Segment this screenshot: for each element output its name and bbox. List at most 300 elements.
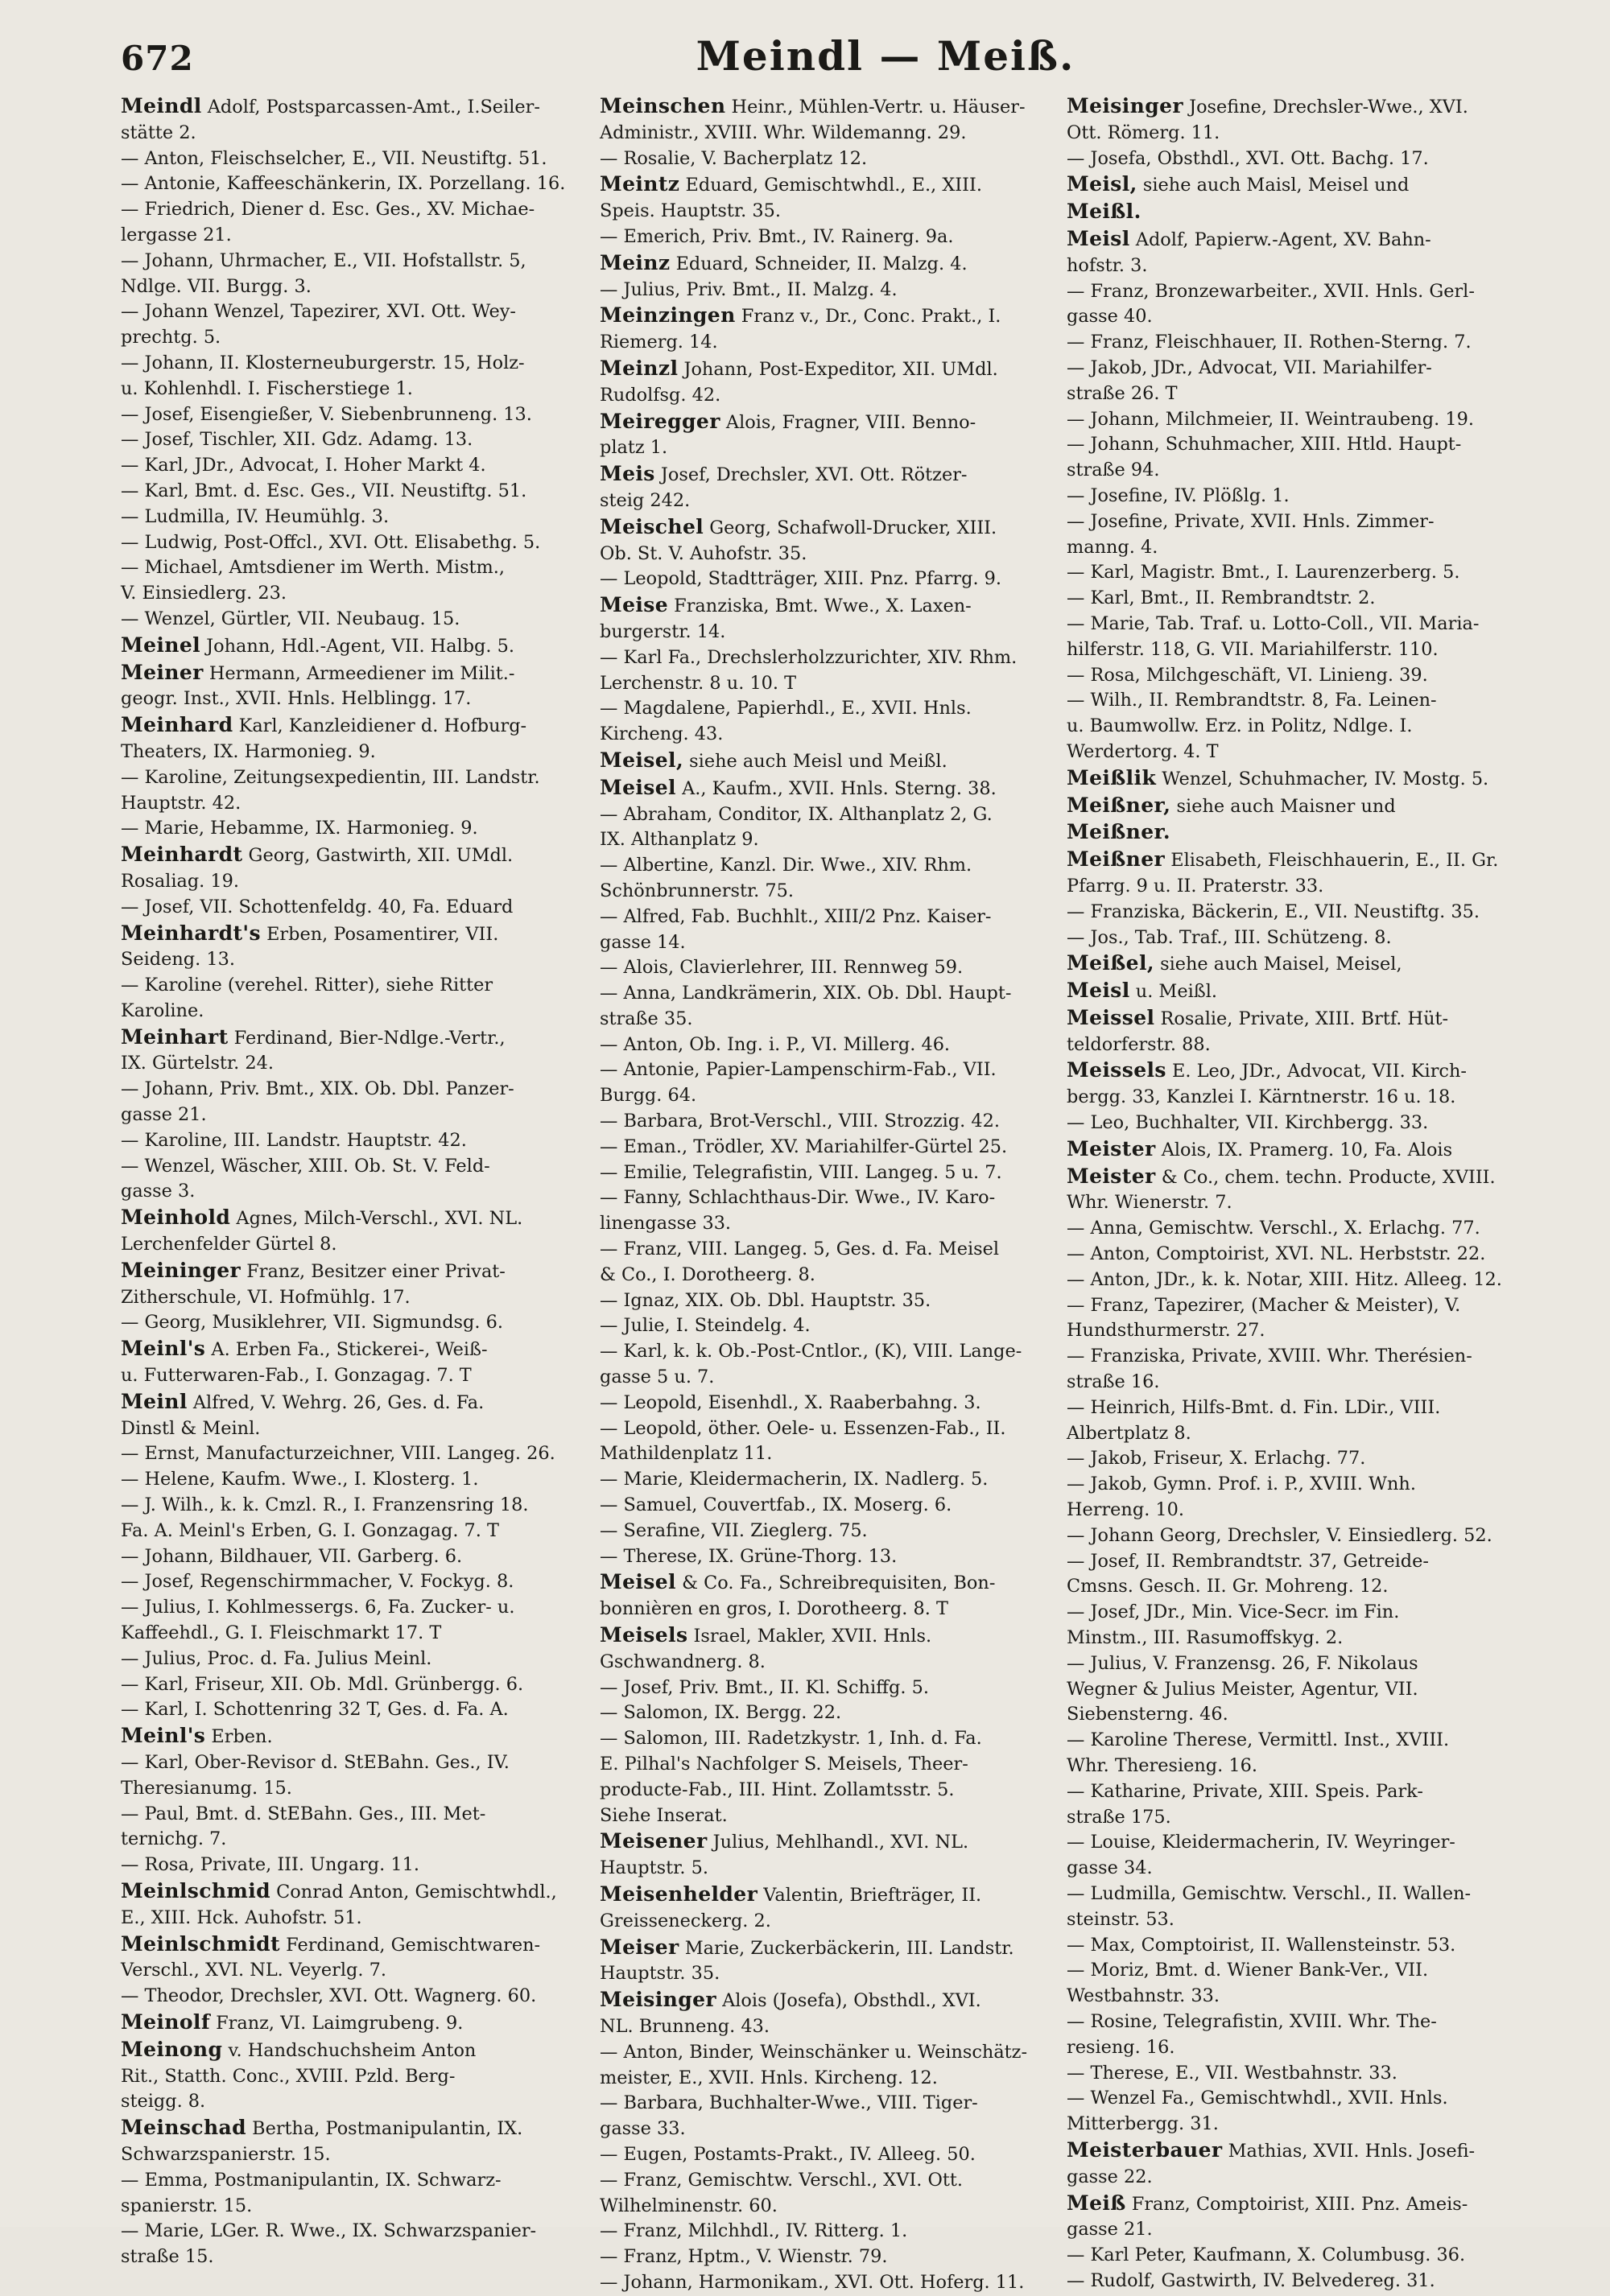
directory-line: prechtg. 5.	[121, 327, 221, 348]
directory-line: Karoline.	[121, 1000, 204, 1021]
entry-surname: Meinhold	[121, 1206, 231, 1230]
directory-line: u. Baumwollw. Erz. in Politz, Ndlge. I.	[1067, 715, 1413, 737]
entry-surname: Meisinger	[1067, 94, 1183, 117]
entry-surname: Meinlschmidt	[121, 1931, 281, 1956]
directory-line: — Max, Comptoirist, II. Wallensteinstr. 53.	[1067, 1934, 1456, 1956]
directory-line: straße 16.	[1067, 1371, 1160, 1393]
entry-surname: Meinl's	[121, 1724, 206, 1748]
directory-line: IX. Gürtelstr. 24.	[121, 1053, 275, 1074]
entry-surname: Meisinger	[600, 1988, 716, 2012]
directory-line: Minstm., III. Rasumoffskyg. 2.	[1067, 1627, 1344, 1649]
entry-surname: Meißner	[1067, 847, 1166, 872]
directory-line: — Emilie, Telegrafistin, VIII. Langeg. 5 u. 7.	[600, 1161, 1002, 1183]
directory-line: — Karl, JDr., Advocat, I. Hoher Markt 4.	[121, 455, 486, 476]
directory-line: straße 35.	[600, 1008, 693, 1029]
directory-line: — Julius, V. Franzensg. 26, F. Nikolaus	[1067, 1652, 1418, 1674]
entry-surname: Meinz	[600, 250, 671, 274]
directory-line: — Josefa, Obsthdl., XVI. Ott. Bachg. 17.	[1067, 147, 1429, 169]
directory-line: hofstr. 3.	[1067, 254, 1148, 276]
directory-line: — Marie, Hebamme, IX. Harmonieg. 9.	[121, 818, 478, 839]
directory-line: u. Futterwaren-Fab., I. Gonzagag. 7. T	[121, 1365, 472, 1387]
directory-line: — Julius, Priv. Bmt., II. Malzg. 4.	[600, 278, 898, 300]
directory-line: — Jakob, Friseur, X. Erlachg. 77.	[1067, 1448, 1366, 1470]
directory-line: Ob. St. V. Auhofstr. 35.	[600, 542, 807, 564]
directory-line: — Josef, Tischler, XII. Gdz. Adamg. 13.	[121, 429, 473, 451]
directory-line: — Karl, Bmt. d. Esc. Ges., VII. Neustiftg. 51.	[121, 480, 527, 501]
directory-line: — Wilh., II. Rembrandtstr. 8, Fa. Leinen-	[1067, 690, 1437, 711]
entry-surname: Meintz	[600, 172, 680, 196]
directory-line: steigg. 8.	[121, 2091, 206, 2113]
directory-line: — Louise, Kleidermacherin, IV. Weyringer-	[1067, 1832, 1455, 1853]
directory-line: — Josef, JDr., Min. Vice-Secr. im Fin.	[1067, 1601, 1400, 1623]
directory-line: — Rudolf, Gastwirth, IV. Belvedereg. 31.	[1067, 2269, 1435, 2291]
directory-line: — Ludmilla, Gemischtw. Verschl., II. Wallen-	[1067, 1882, 1472, 1904]
directory-line: — Salomon, IX. Bergg. 22.	[600, 1702, 842, 1724]
directory-line: stätte 2.	[121, 122, 196, 143]
directory-line: & Co., I. Dorotheerg. 8.	[600, 1263, 815, 1285]
directory-line: — Franz, VIII. Langeg. 5, Ges. d. Fa. Meisel	[600, 1239, 1000, 1260]
directory-line: Rosaliag. 19.	[121, 870, 240, 892]
directory-line: Fa. A. Meinl's Erben, G. I. Gonzagag. 7. T	[121, 1519, 499, 1541]
directory-line: — Franz, Milchhdl., IV. Ritterg. 1.	[600, 2220, 908, 2242]
entry-surname: Meisel	[600, 775, 676, 799]
directory-line: — Anton, Comptoirist, XVI. NL. Herbststr. 22.	[1067, 1243, 1486, 1265]
entry-surname: Meisel,	[600, 748, 684, 772]
directory-line: Schönbrunnerstr. 75.	[600, 880, 795, 901]
directory-line: gasse 34.	[1067, 1857, 1153, 1879]
entry-surname: Meissel	[1067, 1005, 1155, 1029]
directory-line: gasse 40.	[1067, 306, 1153, 328]
directory-line: — Julius, I. Kohlmessergs. 6, Fa. Zucker- u.	[121, 1597, 515, 1618]
directory-line: — Rosa, Private, III. Ungarg. 11.	[121, 1854, 419, 1876]
directory-line: Pfarrg. 9 u. II. Praterstr. 33.	[1067, 875, 1324, 897]
directory-line: — Karl Fa., Drechslerholzzurichter, XIV. Rhm.	[600, 646, 1018, 668]
directory-line: — Anton, JDr., k. k. Notar, XIII. Hitz. Alleeg. 12.	[1067, 1268, 1502, 1290]
entry-surname: Meisener	[600, 1829, 708, 1853]
entry-surname: Meister	[1067, 1136, 1156, 1160]
directory-line: Seideng. 13.	[121, 949, 235, 971]
directory-line: Meinhold Agnes, Milch-Verschl., XVI. NL.	[121, 1206, 523, 1230]
entry-surname: Meinl	[121, 1389, 188, 1413]
directory-line: Burgg. 64.	[600, 1085, 697, 1107]
directory-line: — Karl, Ober-Revisor d. StEBahn. Ges., IV.	[121, 1752, 510, 1773]
directory-line: Meinl Alfred, V. Wehrg. 26, Ges. d. Fa.	[121, 1389, 485, 1413]
directory-line: IX. Althanplatz 9.	[600, 829, 759, 851]
directory-line	[1067, 199, 1550, 226]
directory-line: meister, E., XVII. Hnls. Kircheng. 12.	[600, 2067, 938, 2088]
directory-line: — Josef, Eisengießer, V. Siebenbrunneng. 13.	[121, 403, 532, 425]
directory-line: steig 242.	[600, 489, 691, 511]
directory-line: — Ernst, Manufacturzeichner, VIII. Langeg. 26.	[121, 1443, 555, 1465]
directory-line: Meisl Adolf, Papierw.-Agent, XV. Bahn-	[1067, 226, 1431, 250]
directory-line: — Ludmilla, IV. Heumühlg. 3.	[121, 505, 390, 527]
directory-line: — Georg, Musiklehrer, VII. Sigmundsg. 6.	[121, 1312, 503, 1333]
directory-line: — Franz, Fleischhauer, II. Rothen-Sterng. 7.	[1067, 332, 1472, 353]
directory-line: Rit., Statth. Conc., XVIII. Pzld. Berg-	[121, 2065, 456, 2087]
directory-line: Wilhelminenstr. 60.	[600, 2195, 778, 2216]
directory-line: — Johann Georg, Drechsler, V. Einsiedlerg. 52.	[1067, 1524, 1492, 1546]
directory-line: — Moriz, Bmt. d. Wiener Bank-Ver., VII.	[1067, 1960, 1429, 1981]
directory-line: — Rosalie, V. Bacherplatz 12.	[600, 147, 868, 169]
entry-surname: Meissels	[1067, 1058, 1166, 1082]
directory-line: — Alfred, Fab. Buchhlt., XIII/2 Pnz. Kaiser-	[600, 905, 992, 927]
directory-line: Gschwandnerg. 8.	[600, 1651, 766, 1672]
directory-line: Theaters, IX. Harmonieg. 9.	[121, 740, 376, 762]
directory-line: gasse 21.	[121, 1104, 207, 1126]
entry-surname: Meinhardt's	[121, 921, 261, 945]
directory-line: straße 175.	[1067, 1806, 1171, 1828]
directory-line: Whr. Wienerstr. 7.	[1067, 1192, 1232, 1214]
directory-line: — J. Wilh., k. k. Cmzl. R., I. Franzensring 18.	[121, 1494, 529, 1516]
column-1	[121, 93, 588, 2268]
directory-line: Meinolf Franz, VI. Laimgrubeng. 9.	[121, 2010, 464, 2034]
directory-line: — Helene, Kaufm. Wwe., I. Klosterg. 1.	[121, 1469, 479, 1490]
directory-line: — Rosa, Milchgeschäft, VI. Linieng. 39.	[1067, 664, 1428, 686]
directory-line: Whr. Theresieng. 16.	[1067, 1755, 1257, 1776]
directory-line: — Friedrich, Diener d. Esc. Ges., XV. Michae-	[121, 199, 535, 221]
directory-line: — Leo, Buchhalter, VII. Kirchbergg. 33.	[1067, 1112, 1429, 1134]
directory-line: Verschl., XVI. NL. Veyerlg. 7.	[121, 1960, 386, 1981]
entry-surname: Meinschen	[600, 94, 726, 117]
directory-line: — Abraham, Conditor, IX. Althanplatz 2, G.	[600, 803, 993, 825]
directory-line: Siehe Inserat.	[600, 1804, 728, 1826]
directory-line: Werdertorg. 4. T	[1067, 740, 1219, 762]
directory-line: — Franz, Tapezirer, (Macher & Meister), V.	[1067, 1294, 1461, 1316]
directory-line: — Paul, Bmt. d. StEBahn. Ges., III. Met-	[121, 1803, 486, 1824]
directory-line: — Karl Peter, Kaufmann, X. Columbusg. 36.	[1067, 2244, 1466, 2266]
directory-line: — Johann, Uhrmacher, E., VII. Hofstallstr. 5,	[121, 249, 526, 271]
directory-line: Zitherschule, VI. Hofmühlg. 17.	[121, 1286, 411, 1308]
directory-line: — Eugen, Postamts-Prakt., IV. Alleeg. 50.	[600, 2143, 976, 2165]
entry-surname: Meister	[1067, 1164, 1156, 1188]
directory-line: Meisels Israel, Makler, XVII. Hnls.	[600, 1623, 932, 1647]
directory-line: bonnièren en gros, I. Dorotheerg. 8. T	[600, 1598, 948, 1620]
directory-line: geogr. Inst., XVII. Hnls. Helblingg. 17.	[121, 688, 472, 710]
directory-line: — Johann Wenzel, Tapezirer, XVI. Ott. Wey-	[121, 301, 516, 323]
directory-line: Lerchenfelder Gürtel 8.	[121, 1234, 337, 1255]
directory-line: Dinstl & Meinl.	[121, 1417, 261, 1439]
directory-line: Meister Alois, IX. Pramerg. 10, Fa. Alois	[1067, 1136, 1453, 1160]
directory-line: — Leopold, Stadtträger, XIII. Pnz. Pfarrg. 9.	[600, 568, 1002, 590]
directory-line: gasse 3.	[121, 1181, 196, 1202]
directory-line: — Josef, Regenschirmmacher, V. Fockyg. 8.	[121, 1571, 514, 1593]
directory-line: — Josefine, IV. Plößlg. 1.	[1067, 484, 1290, 506]
directory-line: Meisenhelder Valentin, Briefträger, II.	[600, 1882, 982, 1906]
directory-line: Meinl's Erben.	[121, 1724, 273, 1748]
directory-line: straße 94.	[1067, 460, 1160, 481]
directory-line: Meisel A., Kaufm., XVII. Hnls. Sterng. 38.	[600, 775, 997, 799]
entry-surname: Meisl	[1067, 226, 1130, 250]
entry-surname: Meinschad	[121, 2116, 247, 2140]
directory-line: — Anton, Binder, Weinschänker u. Weinschätz-	[600, 2041, 1028, 2063]
directory-line: NL. Brunneng. 43.	[600, 2015, 770, 2037]
directory-line: Meinzingen Franz v., Dr., Conc. Prakt., I.	[600, 303, 1001, 328]
directory-line: bergg. 33, Kanzlei I. Kärntnerstr. 16 u. 18.	[1067, 1086, 1456, 1108]
directory-line: — Franz, Hptm., V. Wienstr. 79.	[600, 2246, 888, 2268]
directory-line: gasse 21.	[1067, 2219, 1153, 2240]
entry-surname: Meinl's	[121, 1337, 206, 1361]
directory-line: resieng. 16.	[1067, 2036, 1175, 2058]
entry-surname: Meischel	[600, 514, 704, 538]
directory-line: — Fanny, Schlachthaus-Dir. Wwe., IV. Karo-	[600, 1187, 996, 1209]
directory-line: lergasse 21.	[121, 224, 232, 245]
entry-surname: Meisl	[1067, 979, 1130, 1003]
directory-line: Meinong v. Handschuchsheim Anton	[121, 2037, 477, 2061]
directory-line: — Magdalene, Papierhdl., E., XVII. Hnls.	[600, 698, 972, 719]
directory-line: Meisinger Alois (Josefa), Obsthdl., XVI.	[600, 1988, 981, 2012]
directory-line: Hauptstr. 5.	[600, 1857, 708, 1879]
directory-line: — Jakob, Gymn. Prof. i. P., XVIII. Wnh.	[1067, 1474, 1416, 1495]
directory-line: Ott. Römerg. 11.	[1067, 122, 1220, 143]
entry-surname: Meißlik	[1067, 765, 1157, 789]
column-3	[1067, 93, 1550, 2291]
directory-line: — Emma, Postmanipulantin, IX. Schwarz-	[121, 2169, 502, 2191]
directory-line: Hundsthurmerstr. 27.	[1067, 1320, 1265, 1342]
directory-line: — Johann, Schuhmacher, XIII. Htld. Haupt-	[1067, 434, 1462, 455]
directory-line: Lerchenstr. 8 u. 10. T	[600, 672, 797, 694]
directory-line: — Franz, Gemischtw. Verschl., XVI. Ott.	[600, 2169, 963, 2191]
entry-surname: Meißel,	[1067, 951, 1154, 975]
directory-line: — Serafine, VII. Zieglerg. 75.	[600, 1519, 868, 1541]
directory-line: Meister & Co., chem. techn. Producte, XVIII.	[1067, 1164, 1496, 1188]
directory-line: Meisel, siehe auch Meisl und Meißl.	[600, 748, 947, 772]
entry-surname: Meiß	[1067, 2191, 1126, 2215]
directory-line: — Jakob, JDr., Advocat, VII. Mariahilfer-	[1067, 357, 1432, 378]
directory-line: Meinzl Johann, Post-Expeditor, XII. UMdl.	[600, 356, 998, 380]
directory-line: Meinl's A. Erben Fa., Stickerei-, Weiß-	[121, 1337, 488, 1361]
directory-line: — Karl, Friseur, XII. Ob. Mdl. Grünbergg. 6.	[121, 1673, 524, 1695]
directory-line: — Karoline (verehel. Ritter), siehe Ritter	[121, 975, 493, 996]
directory-line: u. Kohlenhdl. I. Fischerstiege 1.	[121, 377, 413, 399]
directory-line: — Julius, Proc. d. Fa. Julius Meinl.	[121, 1647, 432, 1669]
directory-line: — Anton, Fleischselcher, E., VII. Neustiftg. 51.	[121, 147, 547, 169]
directory-line: Riemerg. 14.	[600, 332, 718, 353]
directory-line: Meiregger Alois, Fragner, VIII. Benno-	[600, 409, 976, 433]
directory-line: Meisel & Co. Fa., Schreibrequisiten, Bon-	[600, 1570, 996, 1594]
entry-surname: Meiser	[600, 1935, 679, 1959]
directory-line: Meinhardt's Erben, Posamentirer, VII.	[121, 921, 499, 945]
directory-line: Herreng. 10.	[1067, 1499, 1185, 1521]
directory-line: Meisinger Josefine, Drechsler-Wwe., XVI.	[1067, 94, 1468, 117]
directory-line: — Anna, Gemischtw. Verschl., X. Erlachg. 77.	[1067, 1218, 1480, 1239]
directory-line: — Franziska, Bäckerin, E., VII. Neustiftg. 35.	[1067, 901, 1480, 922]
directory-line: gasse 5 u. 7.	[600, 1366, 715, 1388]
directory-line: Meißlik Wenzel, Schuhmacher, IV. Mostg. 5.	[1067, 765, 1489, 789]
directory-line: — Therese, IX. Grüne-Thorg. 13.	[600, 1545, 898, 1567]
directory-line: Meinhard Karl, Kanzleidiener d. Hofburg-	[121, 713, 527, 737]
directory-line: Meis Josef, Drechsler, XVI. Ott. Rötzer-	[600, 462, 968, 486]
directory-line: — Anton, Ob. Ing. i. P., VI. Millerg. 46.	[600, 1033, 951, 1055]
directory-line: — Karoline Therese, Vermittl. Inst., XVIII.	[1067, 1729, 1450, 1751]
entry-surname: Meinel	[121, 633, 201, 657]
directory-line: Greisseneckerg. 2.	[600, 1910, 771, 1931]
directory-line: Meisl, siehe auch Maisl, Meisel und	[1067, 172, 1410, 196]
directory-line: Meißner Elisabeth, Fleischhauerin, E., II. Gr.	[1067, 847, 1499, 872]
directory-line: — Karl, k. k. Ob.-Post-Cntlor., (K), VIII. Lange-	[600, 1341, 1022, 1362]
directory-line: — Theodor, Drechsler, XVI. Ott. Wagnerg. 60.	[121, 1985, 537, 2007]
entry-surname: Meinlschmid	[121, 1878, 271, 1902]
directory-line: — Karl, Magistr. Bmt., I. Laurenzerberg. 5.	[1067, 562, 1460, 583]
entry-surname: Meiregger	[600, 409, 720, 433]
entry-surname: Meiner	[121, 660, 204, 684]
directory-line: Westbahnstr. 33.	[1067, 1985, 1220, 2007]
directory-line: — Josef, Priv. Bmt., II. Kl. Schiffg. 5.	[600, 1676, 929, 1698]
column-2	[600, 93, 1067, 2293]
directory-line: — Leopold, öther. Oele- u. Essenzen-Fab., II.	[600, 1417, 1006, 1439]
directory-line: straße 26. T	[1067, 382, 1178, 404]
directory-line: manng. 4.	[1067, 536, 1158, 558]
directory-line: Meisener Julius, Mehlhandl., XVI. NL.	[600, 1829, 969, 1853]
page-number: 672	[121, 39, 194, 78]
directory-line: Mathildenplatz 11.	[600, 1443, 773, 1465]
directory-line: — Johann, II. Klosterneuburgerstr. 15, Holz-	[121, 352, 525, 373]
running-head: Meindl — Meiß.	[696, 32, 1075, 80]
directory-line: — Josef, VII. Schottenfeldg. 40, Fa. Eduard	[121, 896, 514, 917]
directory-line: Administr., XVIII. Whr. Wildemanng. 29.	[600, 122, 967, 143]
directory-line: — Albertine, Kanzl. Dir. Wwe., XIV. Rhm.	[600, 855, 972, 876]
directory-line: Meinhart Ferdinand, Bier-Ndlge.-Vertr.,	[121, 1024, 506, 1049]
entry-surname: Meinzingen	[600, 303, 736, 328]
directory-line: — Michael, Amtsdiener im Werth. Mistm.,	[121, 557, 506, 579]
directory-line: Kircheng. 43.	[600, 723, 724, 745]
directory-line: — Alois, Clavierlehrer, III. Rennweg 59.	[600, 957, 964, 979]
directory-line: E. Pilhal's Nachfolger S. Meisels, Theer-	[600, 1754, 968, 1775]
directory-line: — Josef, II. Rembrandtstr. 37, Getreide-	[1067, 1550, 1429, 1572]
directory-line: V. Einsiedlerg. 23.	[121, 583, 287, 604]
directory-line: — Marie, Tab. Traf. u. Lotto-Coll., VII. Maria-	[1067, 612, 1480, 634]
directory-line: Meinz Eduard, Schneider, II. Malzg. 4.	[600, 250, 968, 274]
directory-line: Mitterbergg. 31.	[1067, 2113, 1219, 2135]
directory-line: Meisterbauer Mathias, XVII. Hnls. Josefi-	[1067, 2137, 1476, 2162]
directory-line: Meißel, siehe auch Maisel, Meisel,	[1067, 951, 1402, 975]
directory-line: — Marie, LGer. R. Wwe., IX. Schwarzspanier-	[121, 2220, 537, 2242]
page-header	[121, 32, 1578, 89]
entry-surname: Meise	[600, 593, 669, 617]
directory-line: E., XIII. Hck. Auhofstr. 51.	[121, 1906, 362, 1928]
directory-line: — Johann, Priv. Bmt., XIX. Ob. Dbl. Panzer-	[121, 1078, 514, 1100]
directory-line: Meissels E. Leo, JDr., Advocat, VII. Kirch-	[1067, 1058, 1467, 1082]
directory-line: steinstr. 53.	[1067, 1908, 1174, 1930]
directory-line: gasse 14.	[600, 931, 686, 953]
directory-line: linengasse 33.	[600, 1213, 732, 1235]
directory-line: — Jos., Tab. Traf., III. Schützeng. 8.	[1067, 926, 1392, 948]
entry-surname: Meinhard	[121, 713, 233, 737]
directory-line: Theresianumg. 15.	[121, 1777, 292, 1799]
entry-surname: Meisel	[600, 1570, 676, 1594]
directory-line: Albertplatz 8.	[1067, 1422, 1191, 1444]
directory-line: — Wenzel Fa., Gemischtwhdl., XVII. Hnls.	[1067, 2088, 1448, 2109]
directory-line: — Franziska, Private, XVIII. Whr. Therésien-	[1067, 1346, 1472, 1367]
directory-line: — Rosine, Telegrafistin, XVIII. Whr. The-	[1067, 2010, 1437, 2032]
directory-line: — Franz, Bronzewarbeiter., XVII. Hnls. Gerl-	[1067, 280, 1475, 302]
directory-line: ternichg. 7.	[121, 1828, 227, 1850]
directory-line: Rudolfsg. 42.	[600, 384, 721, 406]
entry-surname: Meißl.	[1067, 200, 1141, 224]
directory-line: — Wenzel, Wäscher, XIII. Ob. St. V. Feld-	[121, 1155, 490, 1177]
entry-surname: Meisenhelder	[600, 1882, 758, 1906]
directory-line: — Antonie, Papier-Lampenschirm-Fab., VII.	[600, 1059, 997, 1081]
directory-line: Meiser Marie, Zuckerbäckerin, III. Landstr.	[600, 1935, 1014, 1959]
entry-surname: Meißner,	[1067, 793, 1171, 817]
directory-line: Meisl u. Meißl.	[1067, 979, 1218, 1003]
directory-line: Schwarzspanierstr. 15.	[121, 2143, 331, 2165]
directory-line: gasse 33.	[600, 2118, 686, 2140]
directory-line: Meiner Hermann, Armeediener im Milit.-	[121, 660, 515, 684]
directory-line: — Johann, Harmonikam., XVI. Ott. Hoferg. 11.	[600, 2271, 1025, 2293]
directory-line: — Karl, I. Schottenring 32 T, Ges. d. Fa. A.	[121, 1699, 509, 1721]
entry-surname: Meisterbauer	[1067, 2137, 1223, 2162]
directory-line: Meissel Rosalie, Private, XIII. Brtf. Hüt-	[1067, 1005, 1449, 1029]
entry-surname: Meinhart	[121, 1024, 229, 1049]
directory-line: Speis. Hauptstr. 35.	[600, 200, 782, 222]
entry-surname: Meisl,	[1067, 172, 1137, 196]
directory-line: Meißner, siehe auch Maisner und	[1067, 793, 1396, 817]
directory-line: spanierstr. 15.	[121, 2195, 253, 2216]
entry-surname: Meinzl	[600, 356, 679, 380]
directory-line: — Karl, Bmt., II. Rembrandtstr. 2.	[1067, 587, 1376, 609]
directory-line: — Karoline, Zeitungsexpedientin, III. Landstr.	[121, 766, 540, 788]
directory-line: Meiß Franz, Comptoirist, XIII. Pnz. Ameis-	[1067, 2191, 1468, 2215]
directory-line: producte-Fab., III. Hint. Zollamtsstr. 5.	[600, 1779, 955, 1800]
directory-line: — Barbara, Brot-Verschl., VIII. Strozzig. 42.	[600, 1111, 1000, 1132]
directory-line: — Antonie, Kaffeeschänkerin, IX. Porzellang. 16.	[121, 173, 566, 195]
directory-line: — Karoline, III. Landstr. Hauptstr. 42.	[121, 1129, 467, 1151]
directory-line: — Anna, Landkrämerin, XIX. Ob. Dbl. Haupt-	[600, 983, 1012, 1004]
directory-line: Meinel Johann, Hdl.-Agent, VII. Halbg. 5.	[121, 633, 514, 657]
entry-surname: Meisels	[600, 1623, 688, 1647]
directory-line: Meindl Adolf, Postsparcassen-Amt., I.Seiler-	[121, 94, 540, 117]
directory-line: — Johann, Milchmeier, II. Weintraubeng. 19.	[1067, 408, 1474, 430]
directory-line: Kaffeehdl., G. I. Fleischmarkt 17. T	[121, 1622, 442, 1644]
entry-surname: Meißner.	[1067, 820, 1170, 844]
entry-surname: Meinhardt	[121, 843, 243, 867]
directory-line: Cmsns. Gesch. II. Gr. Mohreng. 12.	[1067, 1576, 1389, 1597]
directory-line: hilferstr. 118, G. VII. Mariahilferstr. 110.	[1067, 638, 1439, 660]
directory-line: — Ignaz, XIX. Ob. Dbl. Hauptstr. 35.	[600, 1289, 931, 1311]
directory-line: Meinlschmidt Ferdinand, Gemischtwaren-	[121, 1931, 541, 1956]
entry-surname: Meininger	[121, 1258, 242, 1282]
directory-line: Siebensterng. 46.	[1067, 1704, 1228, 1725]
entry-surname: Meinolf	[121, 2010, 210, 2034]
directory-line: Meininger Franz, Besitzer einer Privat-	[121, 1258, 506, 1282]
directory-line: Meintz Eduard, Gemischtwhdl., E., XIII.	[600, 172, 982, 196]
entry-surname: Meinong	[121, 2037, 223, 2061]
directory-line: — Johann, Bildhauer, VII. Garberg. 6.	[121, 1545, 463, 1567]
directory-line: Meise Franziska, Bmt. Wwe., X. Laxen-	[600, 593, 972, 617]
directory-line: — Wenzel, Gürtler, VII. Neubaug. 15.	[121, 608, 460, 629]
directory-line: Wegner & Julius Meister, Agentur, VII.	[1067, 1678, 1418, 1700]
entry-surname: Meindl	[121, 94, 202, 117]
directory-line: platz 1.	[600, 437, 668, 459]
directory-line: gasse 22.	[1067, 2166, 1153, 2187]
directory-line: Meinlschmid Conrad Anton, Gemischtwhdl.,	[121, 1878, 557, 1902]
directory-line	[1067, 819, 1550, 847]
entry-surname: Meis	[600, 462, 655, 486]
directory-line: straße 15.	[121, 2246, 214, 2268]
directory-line: Meinschad Bertha, Postmanipulantin, IX.	[121, 2116, 523, 2140]
directory-line: — Leopold, Eisenhdl., X. Raaberbahng. 3.	[600, 1391, 981, 1413]
directory-line: — Katharine, Private, XIII. Speis. Park-	[1067, 1780, 1423, 1802]
directory-line: Meischel Georg, Schafwoll-Drucker, XIII.	[600, 514, 997, 538]
directory-line: Meinschen Heinr., Mühlen-Vertr. u. Häuser-	[600, 94, 1026, 117]
directory-line: teldorferstr. 88.	[1067, 1033, 1211, 1055]
directory-line: — Josefine, Private, XVII. Hnls. Zimmer-	[1067, 510, 1435, 532]
directory-line: — Samuel, Couvertfab., IX. Moserg. 6.	[600, 1494, 952, 1516]
directory-line: — Barbara, Buchhalter-Wwe., VIII. Tiger-	[600, 2092, 978, 2114]
directory-line: burgerstr. 14.	[600, 620, 726, 642]
directory-line: — Therese, E., VII. Westbahnstr. 33.	[1067, 2062, 1397, 2084]
directory-line: — Julie, I. Steindelg. 4.	[600, 1315, 811, 1337]
